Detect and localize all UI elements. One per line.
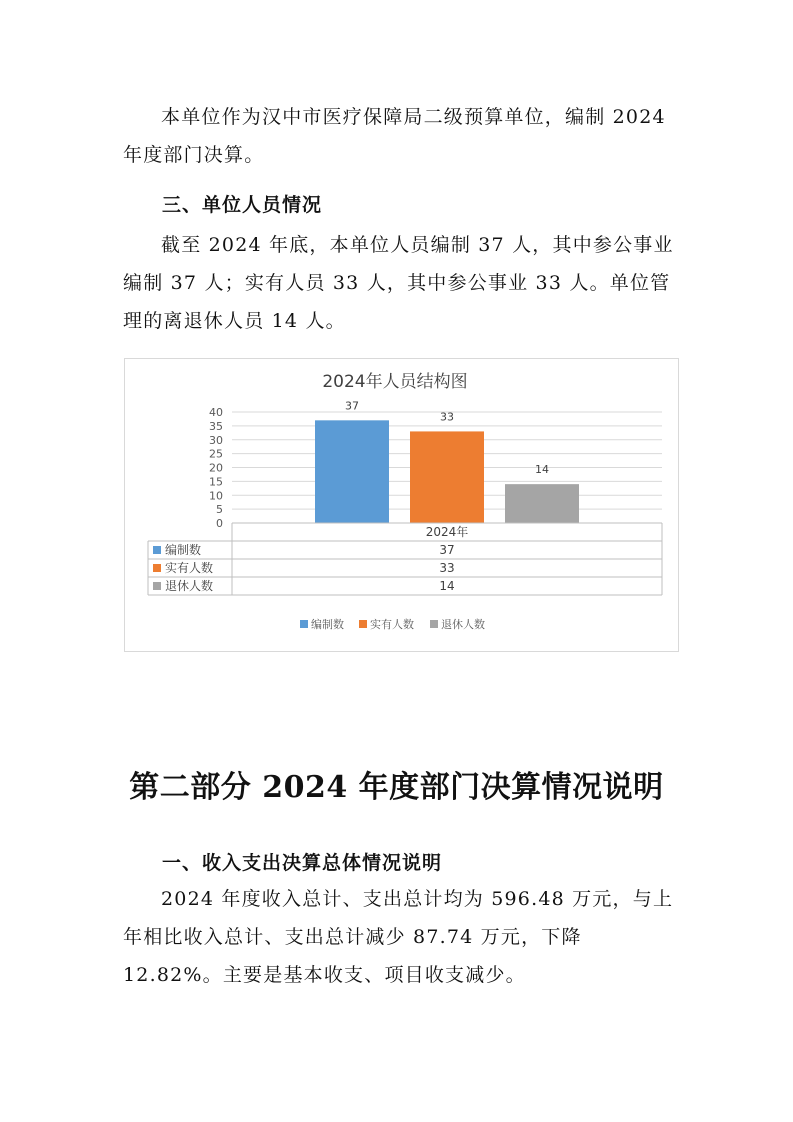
legend-swatch bbox=[300, 620, 308, 628]
legend-entry: 实有人数 bbox=[370, 618, 414, 631]
y-tick-label: 30 bbox=[209, 433, 223, 447]
y-tick-label: 40 bbox=[209, 406, 223, 419]
heading-staff-situation: 三、单位人员情况 bbox=[162, 194, 323, 216]
data-label: 33 bbox=[440, 410, 454, 424]
table-swatch bbox=[153, 564, 161, 572]
table-series-name: 实有人数 bbox=[165, 561, 214, 575]
table-swatch bbox=[153, 582, 161, 590]
y-tick-label: 25 bbox=[209, 447, 223, 461]
paragraph-staff-details: 截至 2024 年底，本单位人员编制 37 人，其中参公事业编制 37 人；实有人员 33 人，其中参公事业 33 人。单位管理的离退休人员 14 人。 bbox=[123, 234, 674, 332]
table-swatch bbox=[153, 546, 161, 554]
data-label: 37 bbox=[345, 399, 359, 413]
table-category: 2024年 bbox=[425, 525, 469, 539]
y-tick-label: 5 bbox=[216, 503, 223, 517]
table-value: 33 bbox=[439, 561, 455, 575]
y-tick-label: 20 bbox=[209, 461, 223, 475]
part-two-title: 第二部分 2024 年度部门决算情况说明 bbox=[129, 770, 664, 805]
chart-y-ticks bbox=[209, 406, 223, 530]
legend-entry: 退休人数 bbox=[441, 618, 485, 631]
chart-title: 2024年人员结构图 bbox=[322, 372, 468, 392]
legend-swatch bbox=[359, 620, 367, 628]
bar-2 bbox=[410, 431, 484, 523]
heading-income-expense: 一、收入支出决算总体情况说明 bbox=[162, 852, 443, 874]
paragraph-income-expense: 2024 年度收入总计、支出总计均为 596.48 万元，与上年相比收入总计、支出总计减少 87.74 万元，下降 12.82%。主要是基本收支、项目收支减少。 bbox=[123, 888, 674, 986]
y-tick-label: 15 bbox=[209, 475, 223, 489]
table-value: 37 bbox=[439, 543, 455, 557]
paragraph-budget-unit: 本单位作为汉中市医疗保障局二级预算单位，编制 2024 年度部门决算。 bbox=[123, 106, 666, 166]
table-series-name: 退休人数 bbox=[165, 579, 214, 593]
y-tick-label: 10 bbox=[209, 489, 223, 503]
bar-3 bbox=[505, 484, 579, 523]
chart-legend bbox=[300, 617, 485, 631]
data-label: 14 bbox=[535, 463, 549, 477]
chart-canvas bbox=[125, 359, 678, 651]
legend-entry: 编制数 bbox=[311, 618, 344, 631]
table-value: 14 bbox=[439, 579, 455, 593]
staff-structure-chart bbox=[124, 358, 679, 652]
table-series-name: 编制数 bbox=[165, 543, 202, 557]
bar-1 bbox=[315, 420, 389, 523]
chart-data-table bbox=[148, 523, 662, 595]
legend-swatch bbox=[430, 620, 438, 628]
y-tick-label: 0 bbox=[216, 517, 223, 530]
y-tick-label: 35 bbox=[209, 419, 223, 433]
